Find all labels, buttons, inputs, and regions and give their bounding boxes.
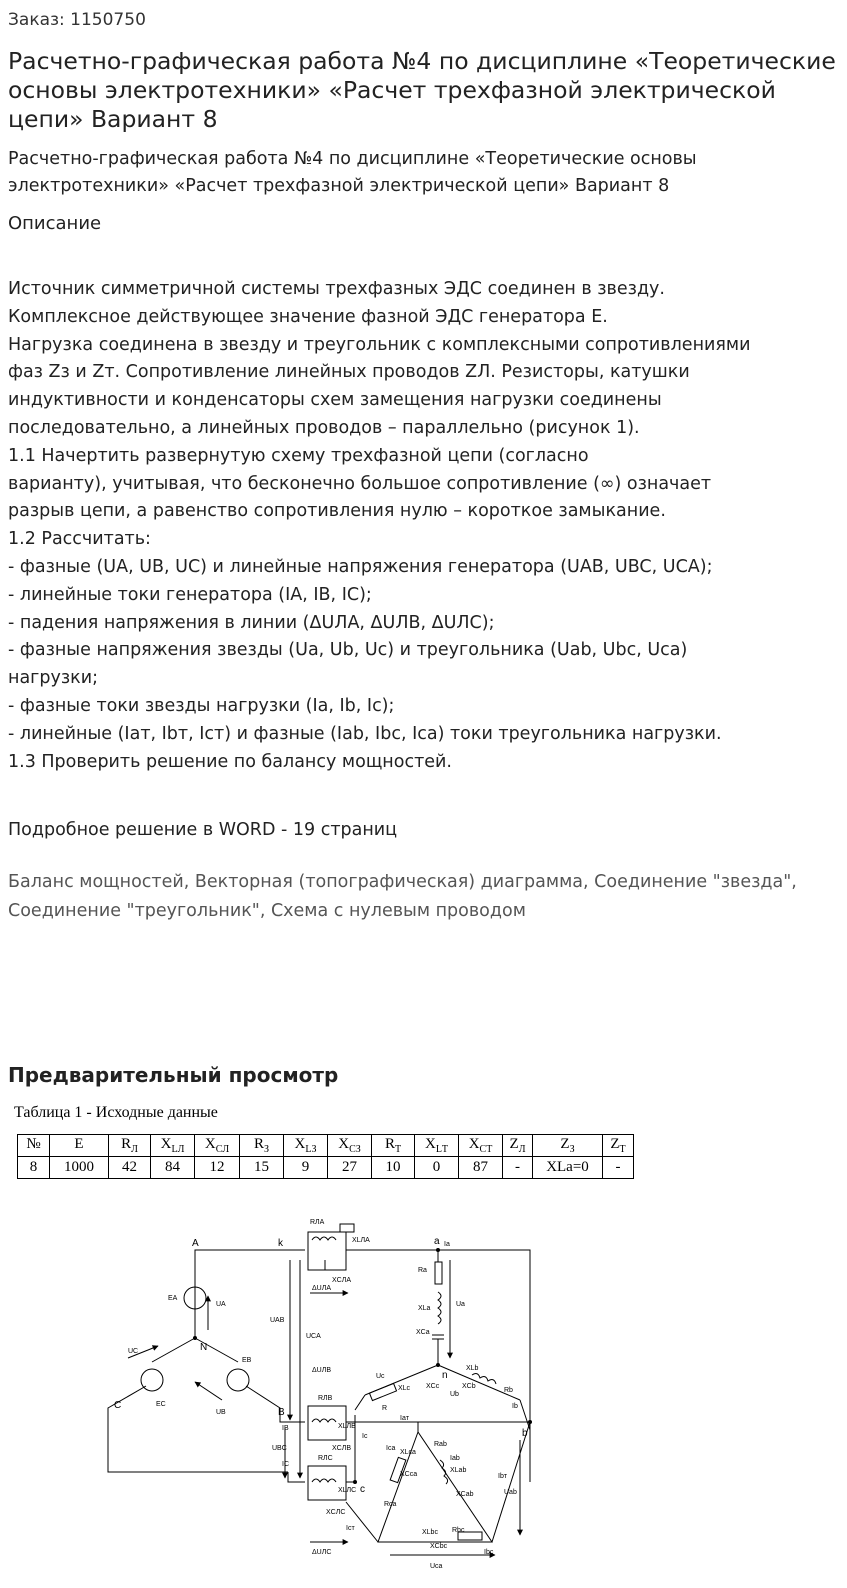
- label-ua-load: Ua: [456, 1301, 465, 1308]
- table-cell: 27: [328, 1157, 372, 1179]
- description-line: - фазные напряжения звезды (Ua, Ub, Uc) и треугольника (Uab, Ubc, Uca): [8, 640, 688, 661]
- label-ic-line: IC: [282, 1461, 289, 1468]
- label-ict: Icт: [346, 1525, 355, 1532]
- description-line: - падения напряжения в линии (ΔUЛA, ΔUЛB, ΔUЛC);: [8, 612, 495, 633]
- description-line: нагрузки;: [8, 668, 98, 689]
- label-ea: EA: [168, 1295, 178, 1302]
- description-line: разрыв цепи, а равенство сопротивления нулю – короткое замыкание.: [8, 501, 666, 522]
- label-ubc: UBC: [272, 1445, 287, 1452]
- label-xcla: XCЛA: [332, 1277, 351, 1284]
- description-line: Комплексное действующее значение фазной ЭДС генератора Е.: [8, 306, 608, 327]
- label-node-a: a: [434, 1236, 440, 1247]
- table-header-cell: $X_{LЗ}$: [284, 1135, 328, 1157]
- label-node-c: c: [360, 1484, 365, 1495]
- emf-source-b: [227, 1369, 249, 1391]
- table-header-cell: $X_{CТ}$: [459, 1135, 503, 1157]
- label-a: A: [192, 1238, 199, 1249]
- wire-line-b: [246, 1386, 305, 1422]
- resistor-icon: [390, 1457, 406, 1482]
- emf-source-c: [141, 1369, 163, 1391]
- description-line: Источник симметричной системы трехфазных ЭДС соединен в звезду.: [8, 279, 665, 299]
- label-iab: Iab: [450, 1455, 460, 1462]
- label-node-n: n: [442, 1370, 448, 1381]
- label-ua: UA: [216, 1301, 226, 1308]
- label-uca-load: Uca: [430, 1563, 443, 1570]
- resistor-icon: [340, 1224, 354, 1232]
- label-uca: UCA: [306, 1333, 321, 1340]
- table-header-cell: $X_{LЛ}$: [151, 1135, 195, 1157]
- table-cell: -: [503, 1157, 533, 1179]
- table-header-cell: $Z_З$: [533, 1135, 603, 1157]
- label-xla: XLa: [418, 1305, 431, 1312]
- label-eb: EB: [242, 1357, 252, 1364]
- table-row: [18, 1157, 634, 1179]
- wire-line-a: [195, 1250, 305, 1308]
- table-cell: 84: [151, 1157, 195, 1179]
- label-xclc: XCЛC: [326, 1509, 346, 1516]
- node-n-gen: [193, 1336, 197, 1340]
- page-subtitle: Расчетно-графическая работа №4 по дисциплине «Теоретические основы электротехники» «Расчет трехфазной электрической цепи» Вариант 8: [8, 149, 697, 196]
- table-header-cell: E: [50, 1135, 109, 1157]
- label-ic: Ic: [362, 1433, 368, 1440]
- label-xcb: XCb: [462, 1383, 476, 1390]
- table-header-cell: $X_{CЗ}$: [328, 1135, 372, 1157]
- table-header-cell: $R_Т$: [372, 1135, 415, 1157]
- table-cell: 10: [372, 1157, 415, 1179]
- label-node-b: b: [522, 1428, 528, 1439]
- description-line: 1.2 Рассчитать:: [8, 529, 151, 550]
- tag-list: Баланс мощностей, Векторная (топографическая) диаграмма, Соединение "звезда", Соединение "треугольник", Схема с нулевым проводом: [8, 872, 797, 921]
- node-n-load: [436, 1363, 440, 1367]
- table-cell: 9: [284, 1157, 328, 1179]
- resistor-icon: [369, 1383, 396, 1400]
- table-header-cell: $X_{CЛ}$: [195, 1135, 240, 1157]
- inductor-icon: [438, 1292, 441, 1324]
- label-uab-load: Uab: [504, 1489, 517, 1496]
- table-header-row: [18, 1135, 634, 1157]
- label-ub: UB: [216, 1409, 226, 1416]
- label-xlb: XLb: [466, 1365, 479, 1372]
- table-header-cell: $Z_Т$: [603, 1135, 634, 1157]
- label-ib-line: IB: [282, 1425, 289, 1432]
- description-line: Нагрузка соединена в звезду и треугольник с комплексными сопротивлениями: [8, 334, 751, 355]
- label-duc: ΔUЛC: [312, 1549, 332, 1556]
- table-cell: 15: [240, 1157, 284, 1179]
- preview-heading: Предварительный просмотр: [8, 1063, 339, 1087]
- table-header-cell: $R_З$: [240, 1135, 284, 1157]
- label-ibt: Ibт: [498, 1473, 508, 1480]
- label-c: C: [114, 1400, 122, 1411]
- description-line: фаз Zз и Zт. Сопротивление линейных проводов ZЛ. Резисторы, катушки: [8, 362, 690, 383]
- label-xcab: XCab: [456, 1491, 474, 1498]
- inductor-icon: [440, 1460, 448, 1484]
- label-dub: ΔUЛB: [312, 1367, 331, 1374]
- wire-line-c: [108, 1386, 288, 1472]
- label-xclb: XCЛB: [332, 1445, 351, 1452]
- label-n: N: [200, 1342, 208, 1353]
- source-data-table: [17, 1134, 634, 1179]
- inductor-icon: [312, 1479, 336, 1482]
- description-text: [8, 276, 843, 776]
- label-ib: Ib: [512, 1403, 518, 1410]
- table-cell: 1000: [50, 1157, 109, 1179]
- table-cell: -: [603, 1157, 634, 1179]
- label-ra: Ra: [418, 1267, 427, 1274]
- description-line: 1.3 Проверить решение по балансу мощностей.: [8, 751, 452, 772]
- node-a: [436, 1248, 440, 1252]
- label-uab: UAB: [270, 1317, 285, 1324]
- label-iat: Iaт: [400, 1415, 410, 1422]
- label-ub-load: Ub: [450, 1391, 459, 1398]
- label-xcbc: XCbc: [430, 1543, 448, 1550]
- description-line: последовательно, а линейных проводов – параллельно (рисунок 1).: [8, 417, 640, 438]
- label-rb: Rb: [504, 1387, 513, 1394]
- label-xca: XCa: [416, 1329, 430, 1336]
- label-rla: RЛA: [310, 1219, 325, 1226]
- table-cell: 42: [109, 1157, 151, 1179]
- label-xcca: XCca: [400, 1471, 418, 1478]
- label-xlla: XLЛA: [352, 1237, 370, 1244]
- resistor-icon: [435, 1262, 442, 1284]
- voltage-arrow-ub-gen: [195, 1382, 222, 1400]
- table-header-cell: №: [18, 1135, 50, 1157]
- description-line: индуктивности и конденсаторы схем замещения нагрузки соединены: [8, 390, 662, 411]
- label-xlc: XLc: [398, 1385, 411, 1392]
- label-uc: UC: [128, 1348, 139, 1355]
- order-number: Заказ: 1150750: [8, 10, 146, 30]
- label-xlbc: XLbc: [422, 1529, 438, 1536]
- table-cell: 87: [459, 1157, 503, 1179]
- description-heading: Описание: [8, 213, 102, 234]
- description-line: - фазные токи звезды нагрузки (Ia, Ib, Ic);: [8, 695, 395, 716]
- label-dua: ΔUЛA: [312, 1285, 331, 1292]
- table-header-cell: $X_{LТ}$: [415, 1135, 459, 1157]
- label-xlab: XLab: [450, 1467, 467, 1474]
- label-rbc: Rbc: [452, 1527, 465, 1534]
- description-line: варианту), учитывая, что бесконечно большое сопротивление (∞) означает: [8, 473, 712, 494]
- line-impedance-c: [308, 1466, 346, 1500]
- label-xcc: XCc: [426, 1383, 440, 1390]
- circuit-diagram: [100, 1210, 550, 1580]
- label-k: k: [278, 1238, 283, 1249]
- label-r: R: [382, 1405, 388, 1412]
- description-line: - линейные (Iaт, Ibт, Icт) и фазные (Iab, Ibc, Ica) токи треугольника нагрузки.: [8, 723, 722, 744]
- label-xllc: XLЛC: [338, 1487, 357, 1494]
- label-rca: Rca: [384, 1501, 397, 1508]
- table-cell: 0: [415, 1157, 459, 1179]
- description-line: - линейные токи генератора (IA, IB, IC);: [8, 584, 372, 605]
- table-header-cell: $R_Л$: [109, 1135, 151, 1157]
- table-cell: XLa=0: [533, 1157, 603, 1179]
- label-xllb: XLЛB: [338, 1423, 356, 1430]
- table-header-cell: $Z_Л$: [503, 1135, 533, 1157]
- table-cell: 8: [18, 1157, 50, 1179]
- label-b: B: [278, 1407, 285, 1418]
- node-b: [528, 1420, 532, 1424]
- solution-note: Подробное решение в WORD - 19 страниц: [8, 820, 398, 840]
- label-rlb: RЛB: [318, 1395, 333, 1402]
- table-caption: Таблица 1 - Исходные данные: [14, 1104, 218, 1121]
- label-xlca: XLca: [400, 1449, 416, 1456]
- label-ec: EC: [156, 1401, 166, 1408]
- label-uc-load: Uc: [376, 1373, 385, 1380]
- node-c: [353, 1480, 357, 1484]
- inductor-icon: [312, 1237, 336, 1240]
- label-ia: Ia: [444, 1241, 450, 1248]
- description-line: - фазные (UA, UB, UC) и линейные напряжения генератора (UAB, UBC, UCA);: [8, 556, 713, 577]
- label-rab: Rab: [434, 1441, 447, 1448]
- label-rlc: RЛC: [318, 1455, 333, 1462]
- description-line: 1.1 Начертить развернутую схему трехфазной цепи (согласно: [8, 445, 589, 466]
- table-cell: 12: [195, 1157, 240, 1179]
- label-ica: Ica: [386, 1445, 396, 1452]
- label-ibc: Ibc: [484, 1549, 494, 1556]
- inductor-icon: [312, 1419, 336, 1422]
- page-title: Расчетно-графическая работа №4 по дисциплине «Теоретические основы электротехники» «Расчет трехфазной электрической цепи» Вариант 8: [8, 47, 836, 133]
